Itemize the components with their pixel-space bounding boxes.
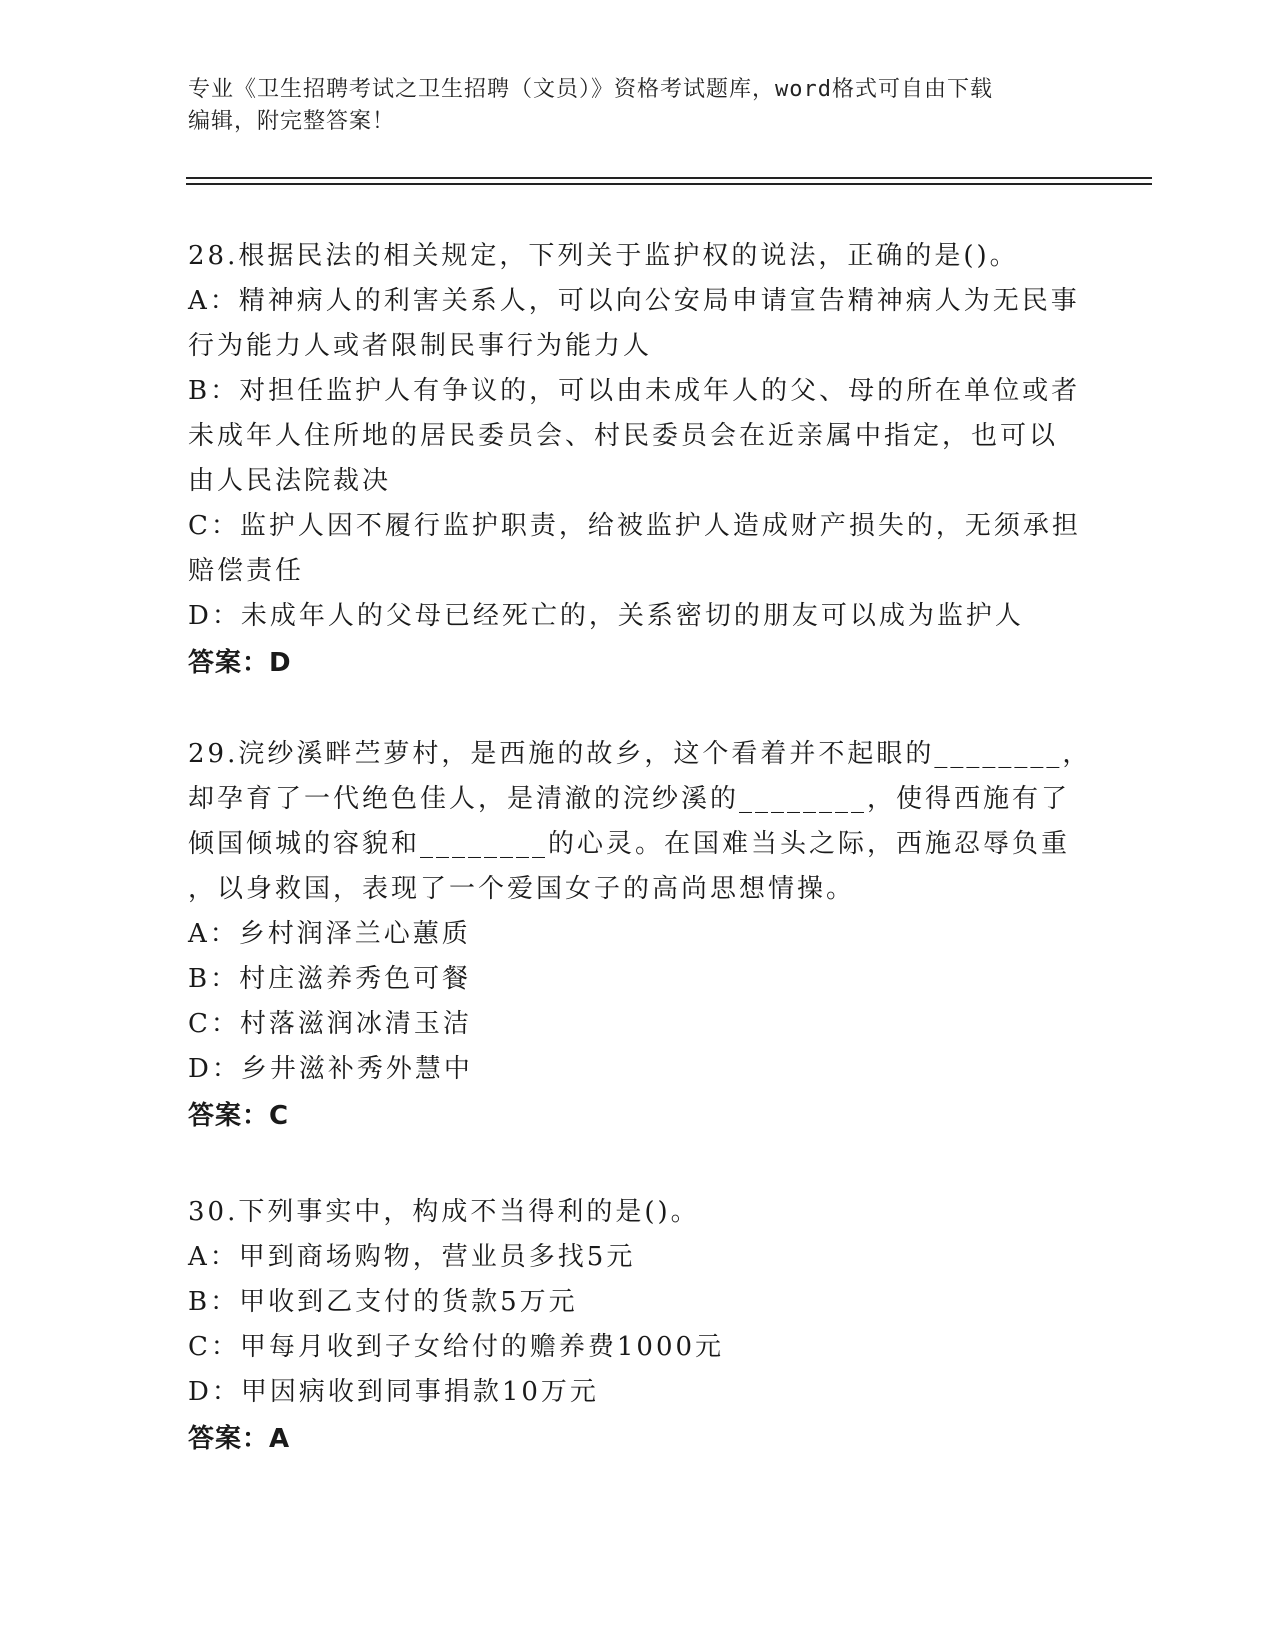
option-a-continued: 行为能力人或者限制民事行为能力人 xyxy=(188,331,653,361)
option-a: A：精神病人的利害关系人，可以向公安局申请宣告精神病人为无民事 xyxy=(188,286,1080,316)
option-d: D：乡井滋补秀外慧中 xyxy=(188,1054,473,1084)
option-b-continued: 未成年人住所地的居民委员会、村民委员会在近亲属中指定，也可以 xyxy=(188,421,1059,451)
option-c: C：监护人因不履行监护职责，给被监护人造成财产损失的，无须承担 xyxy=(188,511,1081,541)
question-stem: 29.浣纱溪畔苎萝村，是西施的故乡，这个看着并不起眼的________， xyxy=(188,739,1092,769)
question-stem-continued: 倾国倾城的容貌和________的心灵。在国难当头之际，西施忍辱负重 xyxy=(188,829,1071,859)
option-a: A：乡村润泽兰心蕙质 xyxy=(188,919,471,949)
header-divider xyxy=(186,177,1152,179)
option-b: B：村庄滋养秀色可餐 xyxy=(188,964,472,994)
answer-label: 答案：C xyxy=(188,1101,290,1131)
option-d: D：未成年人的父母已经死亡的，关系密切的朋友可以成为监护人 xyxy=(188,601,1024,631)
option-b: B：甲收到乙支付的货款5万元 xyxy=(188,1287,578,1317)
option-b-continued: 由人民法院裁决 xyxy=(188,466,392,496)
answer-label: 答案：A xyxy=(188,1424,291,1454)
question-stem: 28.根据民法的相关规定，下列关于监护权的说法，正确的是()。 xyxy=(188,241,1019,271)
option-c-continued: 赔偿责任 xyxy=(188,556,305,586)
header-divider xyxy=(186,183,1152,185)
option-c: C：村落滋润冰清玉洁 xyxy=(188,1009,472,1039)
question-30 xyxy=(188,1190,1088,1462)
question-29 xyxy=(188,732,1092,1139)
question-stem: 30.下列事实中，构成不当得利的是()。 xyxy=(188,1197,700,1227)
answer-label: 答案：D xyxy=(188,648,292,678)
question-stem-continued: 却孕育了一代绝色佳人，是清澈的浣纱溪的________，使得西施有了 xyxy=(188,784,1071,814)
option-d: D：甲因病收到同事捐款10万元 xyxy=(188,1377,599,1407)
header-line: 专业《卫生招聘考试之卫生招聘（文员）》资格考试题库，word格式可自由下载 xyxy=(188,77,993,102)
option-b: B：对担任监护人有争议的，可以由未成年人的父、母的所在单位或者 xyxy=(188,376,1081,406)
option-c: C：甲每月收到子女给付的赡养费1000元 xyxy=(188,1332,725,1362)
question-stem-continued: ，以身救国，表现了一个爱国女子的高尚思想情操。 xyxy=(188,874,856,904)
header-line: 编辑，附完整答案！ xyxy=(188,109,396,134)
page-header xyxy=(188,74,1068,138)
option-a: A：甲到商场购物，营业员多找5元 xyxy=(188,1242,636,1272)
question-28 xyxy=(188,234,1088,686)
